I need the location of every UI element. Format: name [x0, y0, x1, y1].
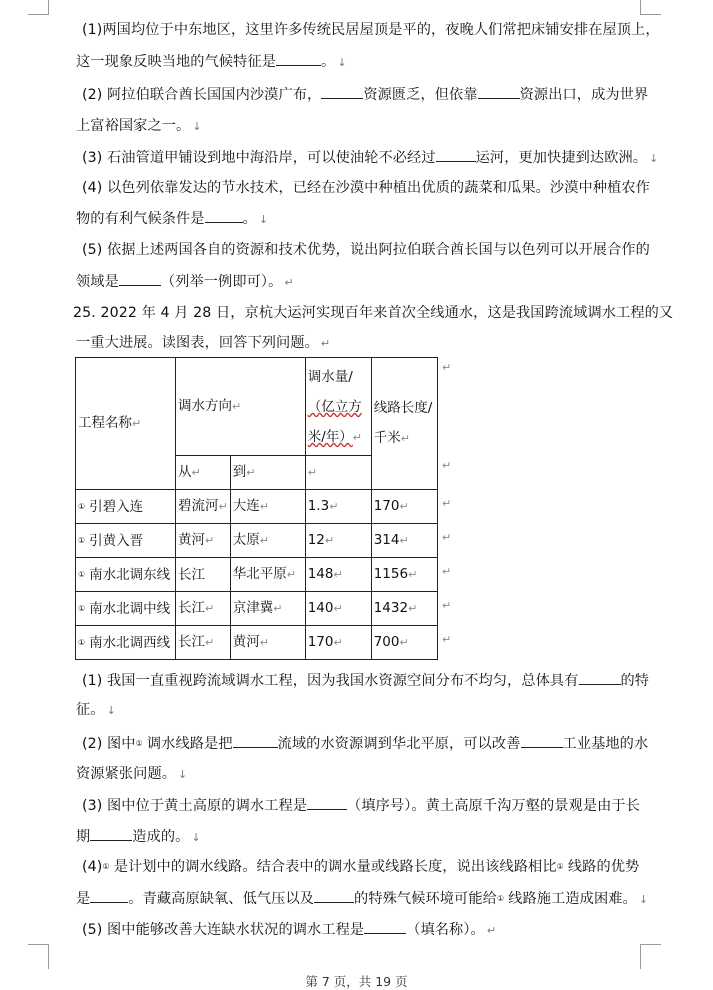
- q25-3-line1: (3) 图中位于黄土高原的调水工程是 （填序号）。黄土高原千沟万壑的景观是由于长: [82, 795, 640, 816]
- q24-1-line1: (1)两国均位于中东地区，这里许多传统民居屋顶是平的，夜晚人们常把床铺安排在屋顶上，: [82, 22, 660, 38]
- q24-1-line2: 这一现象反映当地的气候特征是 。 ↓: [76, 51, 347, 73]
- table-row: ① 南水北调西线 长江↵ 黄河↵ 170↵ 700↵: [76, 626, 438, 660]
- row-end-mark: ↵: [442, 459, 452, 472]
- table-row: ① 南水北调中线 长江↵ 京津冀↵ 140↵ 1432↵: [76, 592, 438, 626]
- q25-2-line1: (2) 图中① 调水线路是把 流域的水资源调到华北平原，可以改善 工业基地的水: [82, 733, 648, 754]
- water-transfer-table: [75, 357, 438, 660]
- q24-5-line1: (5) 依据上述两国各自的资源和技术优势，说出阿拉伯联合酋长国与以色列可以开展合作的: [82, 242, 650, 258]
- header-to: 到↵: [230, 456, 305, 490]
- q25-3-line2: 期 造成的。 ↓: [76, 826, 201, 848]
- q25-1-line1: (1) 我国一直重视跨流域调水工程，因为我国水资源空间分布不均匀，总体具有 的特: [82, 670, 649, 691]
- page-footer: 第 7 页，共 19 页: [305, 974, 408, 989]
- q24-3-line1: (3) 石油管道甲铺设到地中海沿岸，可以使油轮不必经过 运河，更加快捷到达欧洲。 ↓: [82, 147, 658, 169]
- row-end-mark: ↵: [442, 565, 452, 578]
- crop-mark-bottom-right: [640, 944, 661, 969]
- q24-4-line2: 物的有利气候条件是 。 ↓: [76, 208, 268, 230]
- q25-4-line2: 是 。青藏高原缺氧、低气压以及 的特殊气候环境可能给① 线路施工造成困难。 ↓: [76, 888, 648, 910]
- answer-blank[interactable]: [321, 84, 363, 99]
- row-end-mark: ↵: [442, 531, 452, 544]
- answer-blank[interactable]: [90, 888, 128, 903]
- header-length: 线路长度/ 千米↵: [371, 358, 437, 490]
- crop-mark-bottom-left: [28, 944, 49, 969]
- q25-5-line1: (5) 图中能够改善大连缺水状况的调水工程是 （填名称）。 ↵: [82, 919, 496, 941]
- answer-blank[interactable]: [307, 795, 347, 810]
- header-volume-blank: ↵: [305, 456, 371, 490]
- header-project-name: 工程名称↵: [76, 358, 176, 490]
- table-row: ① 引黄入晋 黄河↵ 太原↵ 12↵ 314↵: [76, 524, 438, 558]
- answer-blank[interactable]: [579, 670, 621, 685]
- answer-blank[interactable]: [90, 826, 132, 841]
- q25-1-line2: 征。 ↓: [76, 702, 116, 718]
- row-end-mark: ↵: [442, 497, 452, 510]
- q25-4-line1: (4)① 是计划中的调水线路。结合表中的调水量或线路长度，说出该线路相比① 线路的优势: [82, 859, 640, 875]
- crop-mark-top-left: [28, 0, 49, 15]
- table-row: ① 南水北调东线 长江 华北平原↵ 148↵ 1156↵: [76, 558, 438, 592]
- answer-blank[interactable]: [276, 51, 321, 66]
- row-end-mark: ↵: [442, 633, 452, 646]
- header-volume: 调水量/ （亿立方 米/年）↵: [305, 358, 371, 456]
- answer-blank[interactable]: [478, 84, 520, 99]
- q24-5-line2: 领域是 （列举一例即可）。 ↵: [76, 271, 294, 293]
- answer-blank[interactable]: [314, 888, 354, 903]
- table-row: ① 引碧入连 碧流河↵ 大连↵ 1.3↵ 170↵: [76, 490, 438, 524]
- answer-blank[interactable]: [233, 733, 278, 748]
- q25-stem-line2: 一重大进展。读图表，回答下列问题。 ↵: [76, 335, 331, 351]
- crop-mark-top-right: [640, 0, 661, 15]
- answer-blank[interactable]: [436, 147, 476, 162]
- answer-blank[interactable]: [521, 733, 563, 748]
- answer-blank[interactable]: [205, 208, 243, 223]
- answer-blank[interactable]: [119, 271, 161, 286]
- row-end-mark: ↵: [442, 361, 452, 374]
- q24-2-line1: (2) 阿拉伯联合酋长国国内沙漠广布， 资源匮乏，但依靠 资源出口，成为世界: [82, 84, 648, 105]
- row-end-mark: ↵: [442, 599, 452, 612]
- header-from: 从↵: [176, 456, 231, 490]
- q25-stem-line1: 25. 2022 年 4 月 28 日，京杭大运河实现百年来首次全线通水，这是我国跨流域调水工程的又: [73, 305, 674, 321]
- q25-2-line2: 资源紧张问题。 ↓: [76, 766, 188, 782]
- answer-blank[interactable]: [364, 919, 406, 934]
- q24-4-line1: (4) 以色列依靠发达的节水技术，已经在沙漠中种植出优质的蔬菜和瓜果。沙漠中种植农作: [82, 180, 650, 196]
- header-direction: 调水方向↵: [176, 358, 306, 456]
- q24-2-line2: 上富裕国家之一。 ↓: [76, 118, 202, 134]
